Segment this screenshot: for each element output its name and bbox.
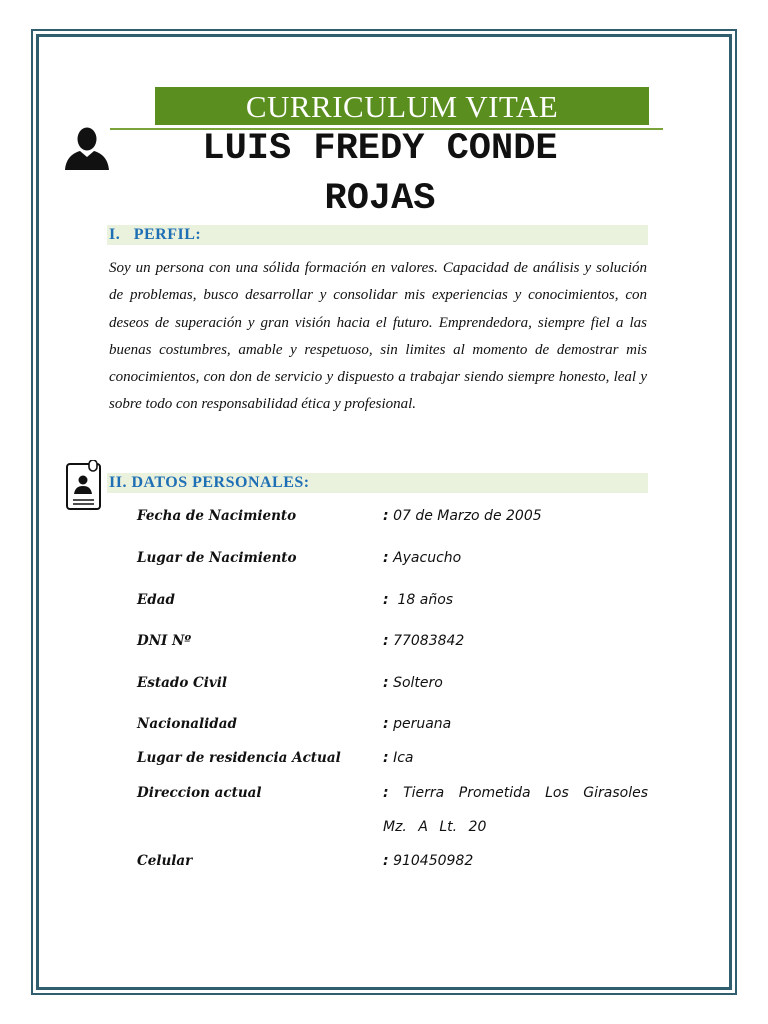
field-label-birth-place: Lugar de Nacimiento (137, 550, 297, 566)
field-value-residence: : Ica (383, 750, 414, 766)
id-card-icon (65, 460, 103, 512)
field-label-dni: DNI Nº (137, 633, 192, 649)
candidate-name-line2: ROJAS (324, 178, 436, 220)
cv-title: CURRICULUM VITAE (155, 87, 649, 125)
field-value-birth-date: : 07 de Marzo de 2005 (383, 508, 542, 524)
person-silhouette-icon (63, 126, 111, 170)
section-heading-perfil: I. PERFIL: (107, 225, 648, 245)
field-label-civil-status: Estado Civil (137, 675, 227, 691)
field-label-phone: Celular (137, 853, 193, 869)
field-label-residence: Lugar de residencia Actual (137, 750, 341, 766)
profile-paragraph: Soy un persona con una sólida formación en valores. Capacidad de análisis y solución de problemas, busco desarrollar y consolidar mis experiencias y conocimientos, con deseos de superación y gran visión hacia el futuro. Emprendedora, siempre fiel a las buenas costumbres, amable y respetuoso, sin limites al momento de demostrar mis conocimientos, con don de servicio y dispuesto a trabajar siendo siempre honesto, leal y sobre todo con responsabilidad ética y profesional. (109, 260, 647, 413)
field-value-address: : Tierra Prometida Los Girasoles Mz. A Lt. 20 (383, 785, 648, 835)
field-value-birth-place: : Ayacucho (383, 550, 462, 566)
field-value-phone: : 910450982 (383, 853, 474, 869)
field-value-civil-status: : Soltero (383, 675, 443, 691)
field-label-birth-date: Fecha de Nacimiento (137, 508, 297, 524)
field-value-dni: : 77083842 (383, 633, 465, 649)
field-label-age: Edad (137, 592, 175, 608)
field-label-address: Direccion actual (137, 785, 262, 801)
section-heading-datos: II. DATOS PERSONALES: (107, 473, 648, 493)
field-value-nationality: : peruana (383, 716, 452, 732)
candidate-name-line1: LUIS FREDY CONDE (202, 128, 558, 170)
field-value-age: : 18 años (383, 592, 454, 608)
field-label-nationality: Nacionalidad (137, 716, 237, 732)
